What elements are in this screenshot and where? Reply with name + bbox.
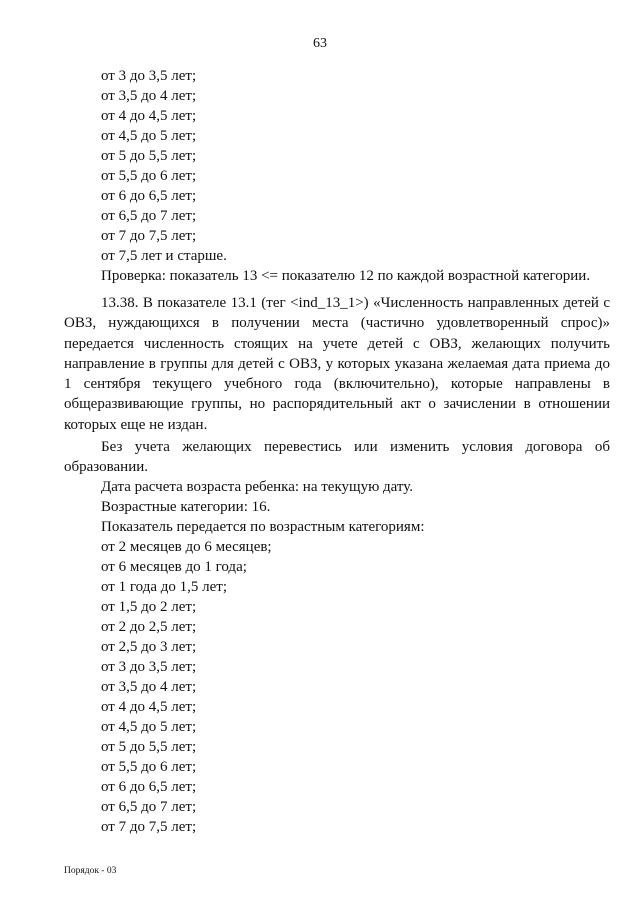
- list-item: Дата расчета возраста ребенка: на текущую дату.: [101, 479, 414, 495]
- list-item: Возрастные категории: 16.: [101, 499, 271, 515]
- age-category-list-top: [101, 66, 601, 286]
- list-item: от 3,5 до 4 лет;: [101, 88, 197, 104]
- list-item: от 4,5 до 5 лет;: [101, 719, 197, 735]
- list-item: от 2,5 до 3 лет;: [101, 639, 197, 655]
- list-item: от 5 до 5,5 лет;: [101, 739, 197, 755]
- list-item: от 5 до 5,5 лет;: [101, 148, 197, 164]
- list-item: Показатель передается по возрастным категориям:: [101, 519, 425, 535]
- list-item: от 6,5 до 7 лет;: [101, 208, 197, 224]
- list-item: от 2 до 2,5 лет;: [101, 619, 197, 635]
- paragraph-exclusion: Без учета желающих перевестись или изменить условия договора об образовании.: [64, 439, 610, 476]
- list-item: от 4 до 4,5 лет;: [101, 108, 197, 124]
- list-item: от 6,5 до 7 лет;: [101, 799, 197, 815]
- list-item: от 7 до 7,5 лет;: [101, 228, 197, 244]
- list-item: от 6 до 6,5 лет;: [101, 779, 197, 795]
- list-item: от 4 до 4,5 лет;: [101, 699, 197, 715]
- age-category-list-bottom: [101, 477, 601, 837]
- list-item: от 6 до 6,5 лет;: [101, 188, 197, 204]
- footer-label: Порядок - 03: [64, 866, 117, 876]
- check-note: Проверка: показатель 13 <= показателю 12 по каждой возрастной категории.: [101, 268, 591, 284]
- list-item: от 2 месяцев до 6 месяцев;: [101, 539, 272, 555]
- list-item: от 3 до 3,5 лет;: [101, 659, 197, 675]
- page-number: 63: [313, 36, 327, 51]
- list-item: от 7 до 7,5 лет;: [101, 819, 197, 835]
- paragraph-13-38: 13.38. В показателе 13.1 (тег <ind_13_1>) «Численность направленных детей с ОВЗ, нуждающихся в получении места (частично удовлетворенный спрос)» передается численность стоящих на учете детей с ОВЗ, желающих получить направление в группы для детей с ОВЗ, у которых указана желаемая дата приема до 1 сентября текущего учебного года (включительно), которые направлены в общеразвивающие группы, но распорядительный акт о зачислении в отношении которых еще не издан.: [64, 295, 610, 433]
- list-item: от 6 месяцев до 1 года;: [101, 559, 247, 575]
- list-item: от 5,5 до 6 лет;: [101, 168, 197, 184]
- list-item: от 5,5 до 6 лет;: [101, 759, 197, 775]
- list-item: от 4,5 до 5 лет;: [101, 128, 197, 144]
- list-item: от 3,5 до 4 лет;: [101, 679, 197, 695]
- list-item: от 1,5 до 2 лет;: [101, 599, 197, 615]
- list-item: от 1 года до 1,5 лет;: [101, 579, 227, 595]
- list-item: от 7,5 лет и старше.: [101, 248, 227, 264]
- list-item: от 3 до 3,5 лет;: [101, 68, 197, 84]
